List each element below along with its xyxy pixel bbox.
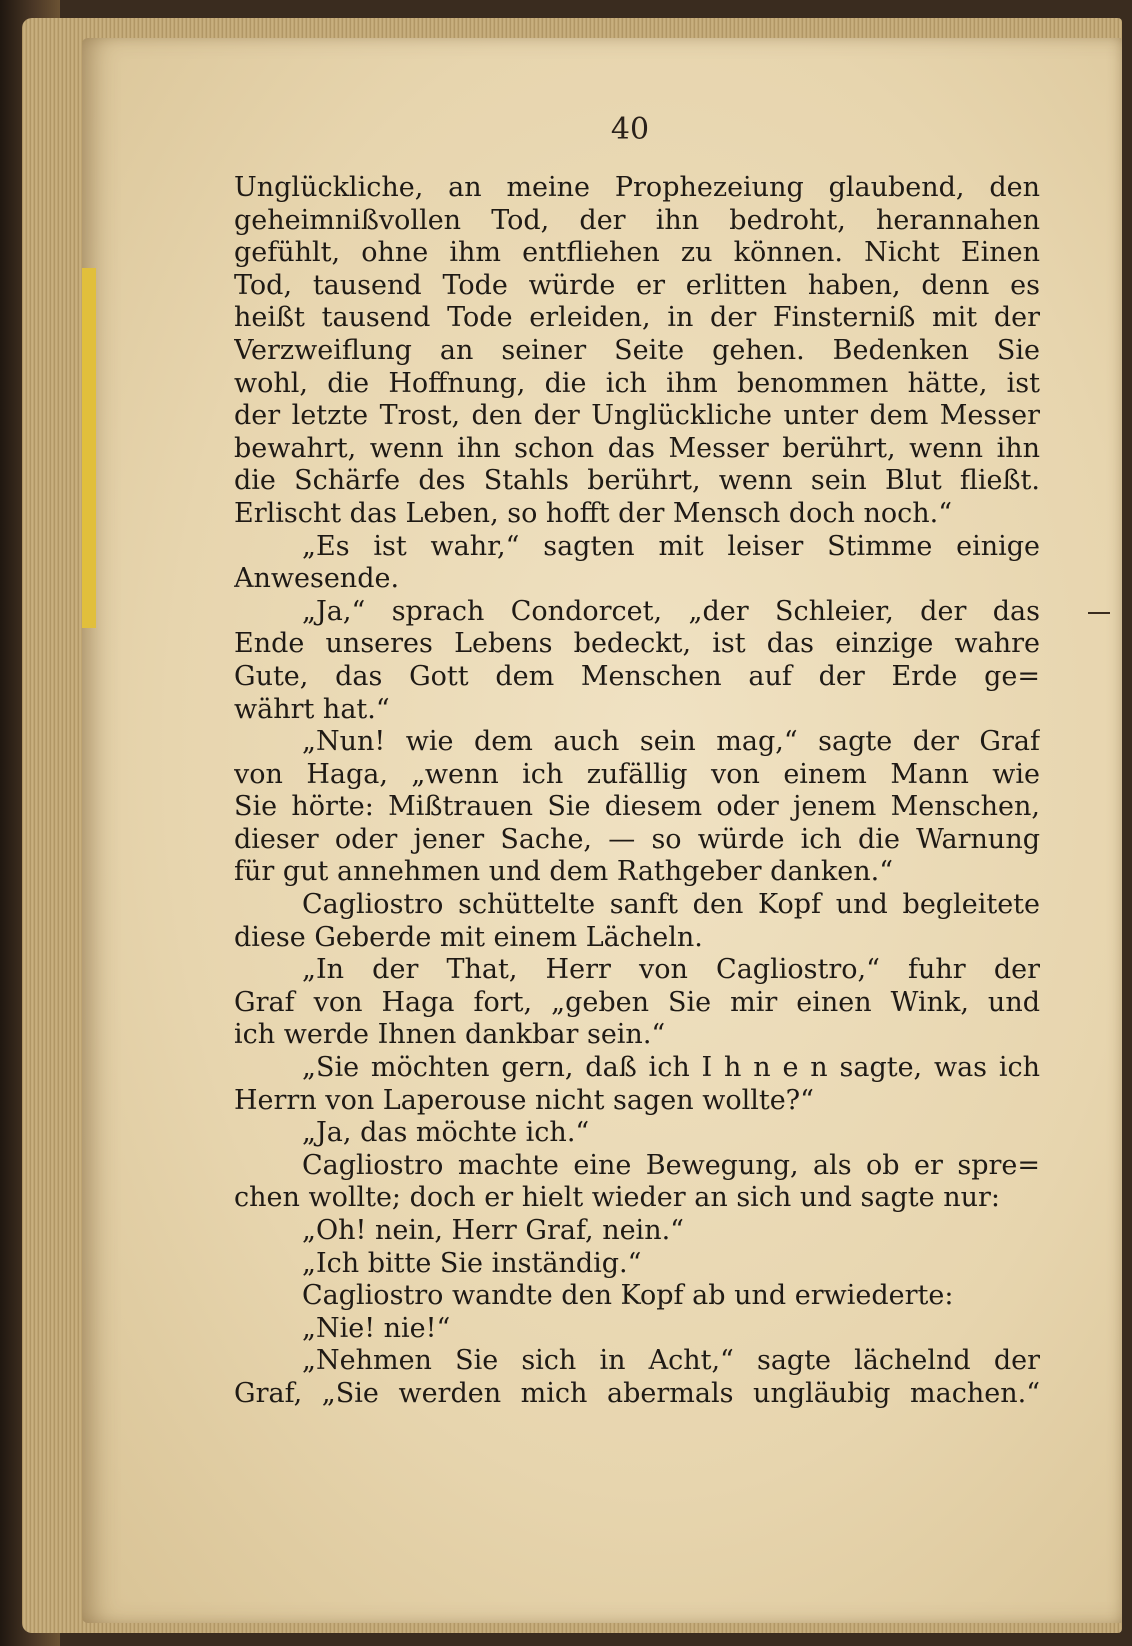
- text-line: Cagliostro machte eine Bewegung, als ob er spre=: [302, 1149, 1040, 1181]
- text-line: Verzweiflung an seiner Seite gehen. Bedenken Sie: [234, 334, 1040, 366]
- text-line: Erlischt das Leben, so hofft der Mensch doch noch.“: [234, 497, 953, 529]
- page-number: 40: [610, 112, 650, 147]
- text-line: Sie hörte: Mißtrauen Sie diesem oder jenem Menschen,: [234, 791, 1040, 823]
- text-line: „Nun! wie dem auch sein mag,“ sagte der Graf: [302, 726, 1040, 758]
- text-line: wohl, die Hoffnung, die ich ihm benommen hätte, ist: [234, 367, 1040, 399]
- text-line: „Es ist wahr,“ sagten mit leiser Stimme einige: [302, 530, 1040, 562]
- text-line: geheimnißvollen Tod, der ihn bedroht, herannahen: [234, 204, 1040, 236]
- text-line: „Ich bitte Sie inständig.“: [302, 1247, 642, 1279]
- text-line: gefühlt, ohne ihm entfliehen zu können. Nicht Einen: [234, 237, 1040, 269]
- text-line: chen wollte; doch er hielt wieder an sich und sagte nur:: [234, 1182, 1000, 1214]
- text-line: die Schärfe des Stahls berührt, wenn sein Blut fließt.: [234, 465, 1040, 497]
- body-text: [234, 172, 1040, 1411]
- bookmark-strip: [82, 268, 96, 628]
- text-line: ich werde Ihnen dankbar sein.“: [234, 1019, 666, 1051]
- text-line: dieser oder jener Sache, — so würde ich die Warnung: [234, 823, 1040, 855]
- text-line: „Sie möchten gern, daß ich I h n e n sagte, was ich: [302, 1052, 1040, 1084]
- text-line: „Nehmen Sie sich in Acht,“ sagte lächelnd der: [302, 1345, 1040, 1377]
- text-line: Graf von Haga fort, „geben Sie mir einen Wink, und: [234, 986, 1040, 1018]
- text-line: Herrn von Laperouse nicht sagen wollte?“: [234, 1084, 814, 1116]
- text-line: Anwesende.: [234, 563, 400, 595]
- text-line: „Ja,“ sprach Condorcet, „der Schleier, der das: [302, 595, 1040, 627]
- text-line: „In der That, Herr von Cagliostro,“ fuhr der: [302, 954, 1040, 986]
- margin-mark: [1088, 612, 1110, 614]
- text-line: der letzte Trost, den der Unglückliche unter dem Messer: [234, 400, 1040, 432]
- text-line: Gute, das Gott dem Menschen auf der Erde ge=: [234, 660, 1040, 692]
- text-line: heißt tausend Tode erleiden, in der Finsterniß mit der: [234, 302, 1040, 334]
- text-line: „Nie! nie!“: [302, 1312, 451, 1344]
- text-line: diese Geberde mit einem Lächeln.: [234, 921, 703, 953]
- text-line: „Ja, das möchte ich.“: [302, 1117, 590, 1149]
- text-line: bewahrt, wenn ihn schon das Messer berührt, wenn ihn: [234, 432, 1040, 464]
- text-line: Cagliostro schüttelte sanft den Kopf und begleitete: [302, 889, 1040, 921]
- text-line: für gut annehmen und dem Rathgeber danken.“: [234, 856, 894, 888]
- text-line: Cagliostro wandte den Kopf ab und erwiederte:: [302, 1280, 954, 1312]
- text-line: Graf, „Sie werden mich abermals ungläubig machen.“: [234, 1377, 1040, 1409]
- text-line: von Haga, „wenn ich zufällig von einem Mann wie: [234, 758, 1040, 790]
- text-line: Tod, tausend Tode würde er erlitten haben, denn es: [234, 269, 1040, 301]
- text-line: währt hat.“: [234, 693, 390, 725]
- text-line: Ende unseres Lebens bedeckt, ist das einzige wahre: [234, 628, 1040, 660]
- text-line: Unglückliche, an meine Prophezeiung glaubend, den: [234, 172, 1040, 203]
- text-line: „Oh! nein, Herr Graf, nein.“: [302, 1215, 684, 1246]
